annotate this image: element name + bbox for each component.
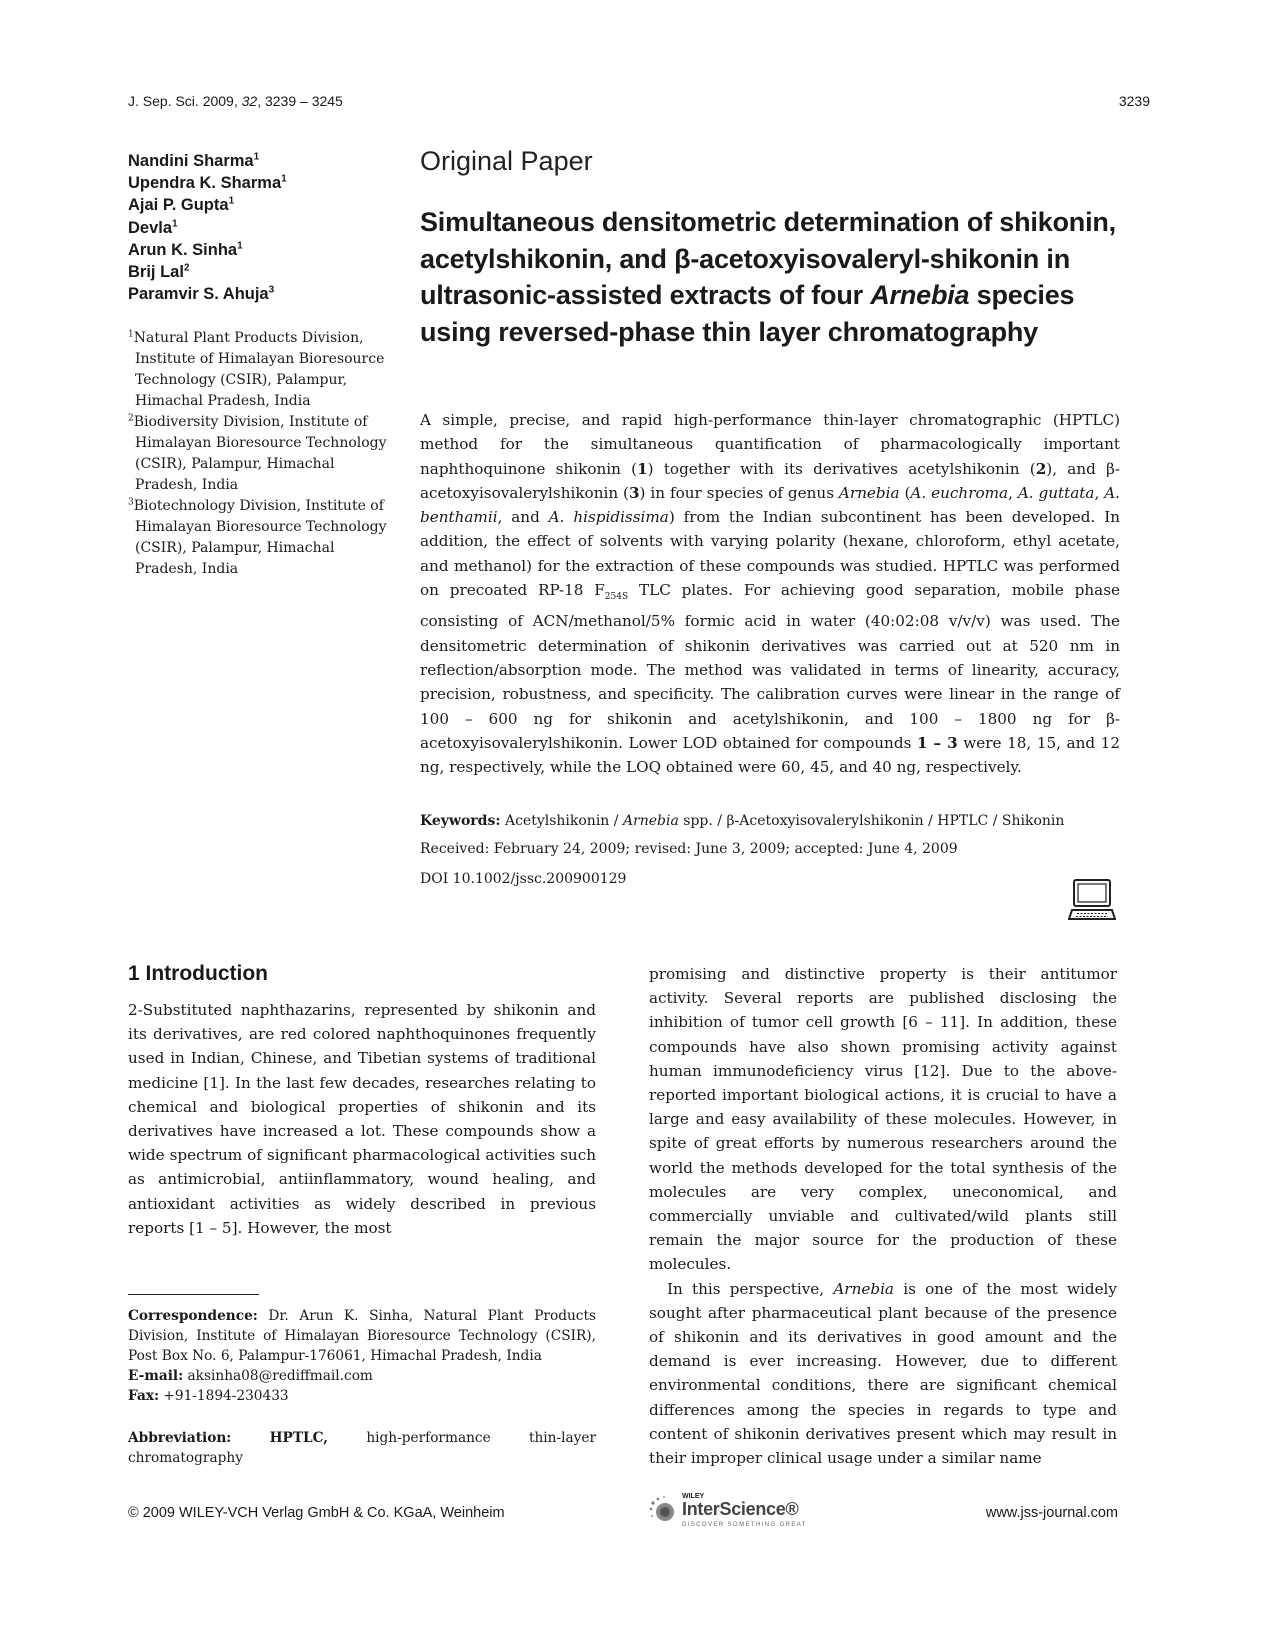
article-title: Simultaneous densitometric determination of shikonin, acetylshikonin, and β-acetoxyisovaleryl-shikonin in ultrasonic-assisted extracts of four Arnebia species using reversed-phase thin layer chromatography [420,207,1116,347]
logo-brand-text: InterScience® [682,1499,799,1519]
author: Brij Lal$^2$ [128,262,190,282]
received-dates: Received: February 24, 2009; revised: June 3, 2009; accepted: June 4, 2009 [420,841,958,857]
correspondence-fax: Fax: +91-1894-230433 [128,1388,289,1404]
abstract: A simple, precise, and rapid high-performance thin-layer chromatographic (HPTLC) method for the simultaneous quantification of pharmacologically important naphthoquinone shikonin (1) together with its derivatives acetylshikonin (2), and β-acetoxyisovalerylshikonin (3) in four species of genus Arnebia (A. euchroma, A. guttata, A. benthamii, and A. hispidissima) from the Indian subcontinent has been developed. In addition, the effect of solvents with varying polarity (hexane, chloroform, ethyl acetate, and methanol) for the extraction of these compounds was studied. HPTLC was performed on precoated RP-18 $F_{254S}$ TLC plates. For achieving good separation, mobile phase consisting of ACN/methanol/5% formic acid in water (40:02:08 v/v/v) was used. The densitometric determination of shikonin derivatives was carried out at 520 nm in reflection/absorption mode. The method was validated in terms of linearity, accuracy, precision, robustness, and specificity. The calibration curves were linear in the range of 100 – 600 ng for shikonin and acetylshikonin, and 100 – 1800 ng for β-acetoxyisovalerylshikonin. Lower LOD obtained for compounds 1 – 3 were 18, 15, and 12 ng, respectively, while the LOQ obtained were 60, 45, and 40 ng, respectively. [420,411,1121,777]
author-list [128,150,388,305]
correspondence-note [128,1306,596,1406]
copyright: © 2009 WILEY-VCH Verlag GmbH & Co. KGaA, Weinheim [128,1505,505,1521]
correspondence-address: Correspondence: Dr. Arun K. Sinha, Natural Plant Products Division, Institute of Himalayan Bioresource Technology (CSIR), Post Box No. 6, Palampur-176061, Himachal Pradesh, India [128,1308,596,1364]
right-column [649,962,1117,1470]
computer-icon [1068,878,1116,922]
logo-tagline: DISCOVER SOMETHING GREAT [682,1522,807,1528]
left-column [128,962,596,1240]
page-number: 3239 [1118,93,1150,109]
intro-paragraph: 2-Substituted naphthazarins, represented by shikonin and its derivatives, are red colored naphthoquinones frequently used in Indian, Chinese, and Tibetian systems of traditional medicine [1]. In the last few decades, researches relating to chemical and biological properties of shikonin and its derivatives have increased a lot. These compounds show a wide spectrum of significant pharmacological activities such as antimicrobial, antiinflammatory, wound healing, and antioxidant activities as widely described in previous reports [1 – 5]. However, the most [128,1001,596,1237]
affiliation-list [128,328,400,580]
footnote-rule [128,1294,259,1295]
journal-citation: J. Sep. Sci. 2009, 32, 3239 – 3245 [128,93,343,109]
logo-wiley-text: WILEY [682,1493,705,1500]
article-type: Original Paper [420,146,593,176]
keywords: Keywords: Acetylshikonin / Arnebia spp. / β-Acetoxyisovalerylshikonin / HPTLC / Shikonin [420,813,1065,829]
author: Paramvir S. Ahuja$^3$ [128,284,275,304]
doi: DOI 10.1002/jssc.200900129 [420,871,627,887]
intro-paragraph: promising and distinctive property is their antitumor activity. Several reports are published disclosing the inhibition of tumor cell growth [6 – 11]. In addition, these compounds have also shown promising activity against human immunodeficiency virus [12]. Due to the above-reported important biological actions, it is crucial to have a large and easy availability of these molecules. However, in spite of great efforts by numerous researchers around the world the methods developed for the total synthesis of the molecules are very complex, uneconomical, and commercially unviable and cultivated/wild plants still remain the major source for the production of these molecules. [649,965,1117,1274]
running-head [128,93,1150,109]
author: Ajai P. Gupta$^1$ [128,195,235,215]
author: Arun K. Sinha$^1$ [128,240,243,259]
abbreviation-note: Abbreviation: HPTLC, high-performance thin-layer chromatography [128,1430,596,1466]
affiliation: $^3$Biotechnology Division, Institute of Himalayan Bioresource Technology (CSIR), Palampur, Himachal Pradesh, India [128,497,387,577]
author: Devla$^1$ [128,218,178,237]
section-heading: 1 Introduction [128,962,268,985]
author: Nandini Sharma$^1$ [128,151,260,170]
intro-paragraph: In this perspective, Arnebia is one of the most widely sought after pharmaceutical plant because of the presence of shikonin and its derivatives in good amount and the demand is ever increasing. However, due to different environmental conditions, there are significant chemical differences among the species in regards to type and content of shikonin derivatives present which may result in their improper clinical usage under a similar name [649,1279,1117,1468]
page-footer [128,1493,1118,1535]
correspondence-email: E-mail: aksinha08@rediffmail.com [128,1368,373,1384]
author: Upendra K. Sharma$^1$ [128,173,287,193]
affiliation: $^1$Natural Plant Products Division, Institute of Himalayan Bioresource Technology (CSIR), Palampur, Himachal Pradesh, India [128,329,385,409]
affiliation: $^2$Biodiversity Division, Institute of Himalayan Bioresource Technology (CSIR), Palampur, Himachal Pradesh, India [128,413,387,493]
interscience-logo-icon [648,1493,808,1533]
journal-url[interactable]: www.jss-journal.com [985,1505,1118,1521]
